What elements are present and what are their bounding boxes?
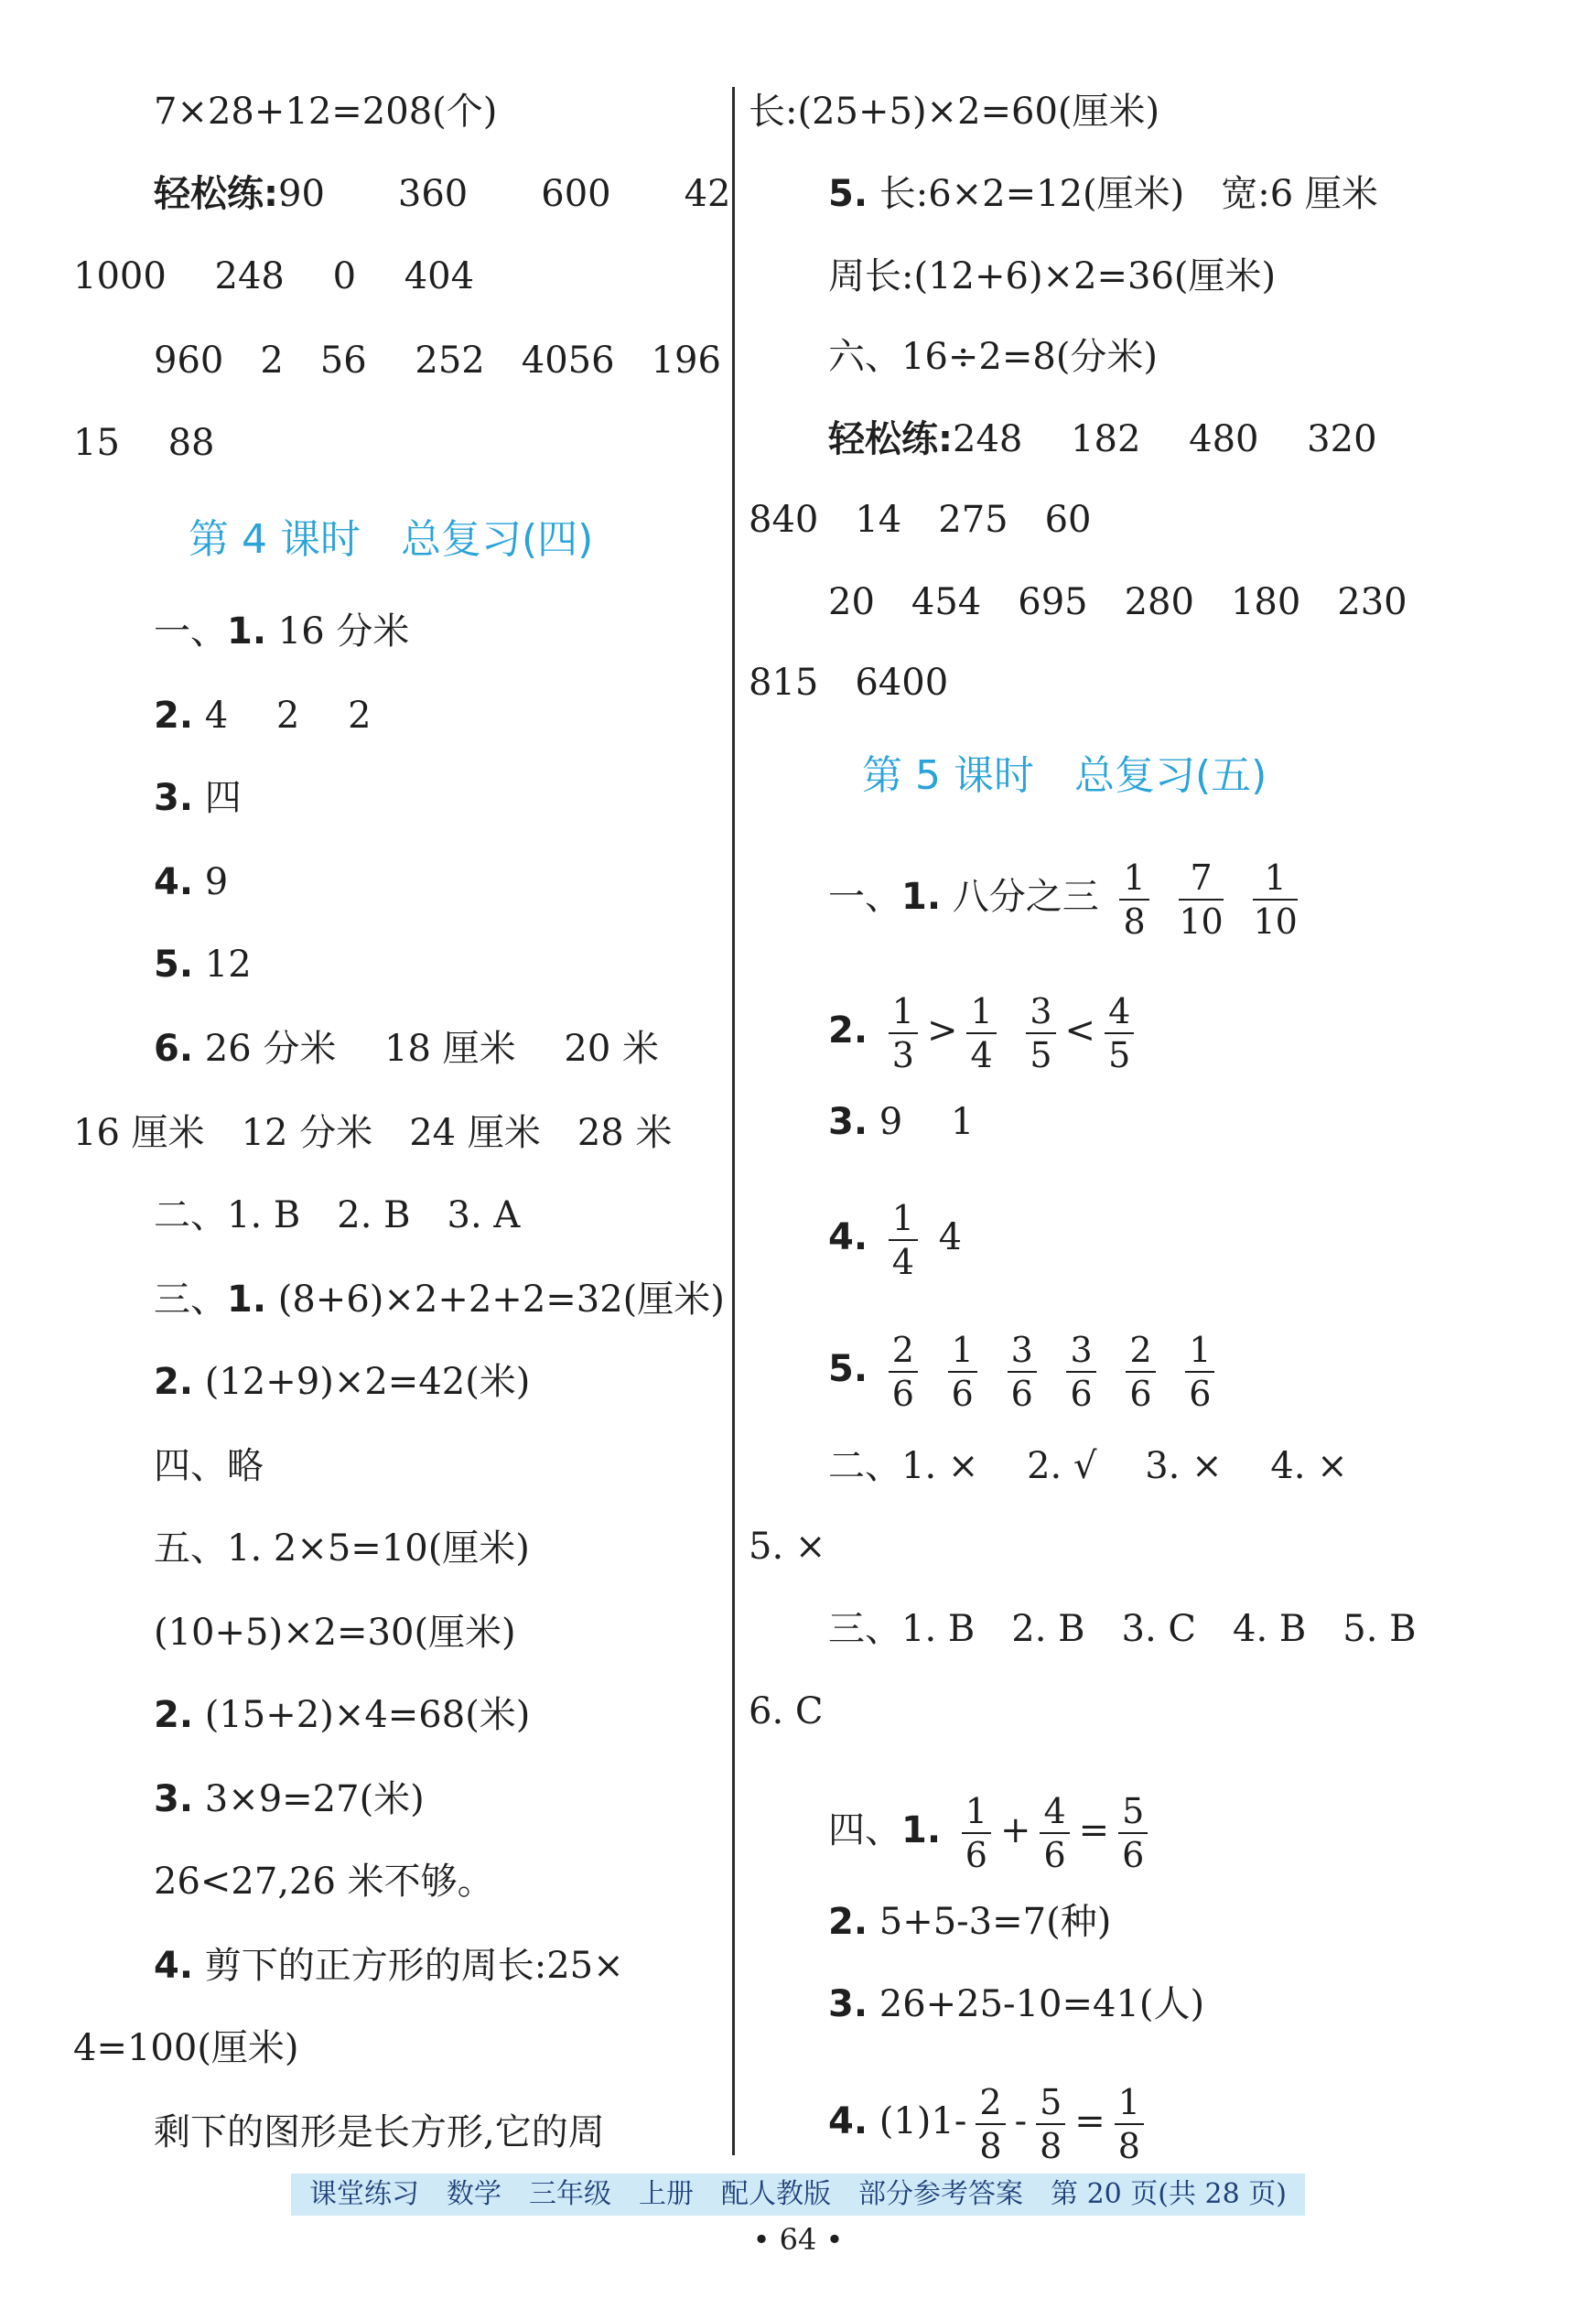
- answer-line: [154, 860, 228, 904]
- numerator: 5: [1036, 2085, 1065, 2125]
- answer-line: 三、1. B 2. B 3. C 4. B 5. B: [828, 1608, 1417, 1650]
- practice-values: 90 360 600 42: [278, 173, 731, 215]
- answer-line: [154, 1944, 624, 1988]
- denominator: 6: [1010, 1374, 1033, 1414]
- fraction: [889, 991, 918, 1075]
- numerator: 2: [1126, 1333, 1155, 1373]
- practice-line: [154, 172, 731, 216]
- numerator: 5: [1118, 1794, 1148, 1834]
- answer-text: 9: [193, 861, 229, 903]
- answer-text: (1)1-: [868, 2100, 967, 2142]
- numerator: 1: [1185, 1333, 1214, 1373]
- answer-text: 12: [193, 944, 252, 986]
- fraction: [1066, 1330, 1095, 1414]
- answer-line: [828, 858, 1307, 942]
- practice-line: [828, 417, 1377, 461]
- question-number: 2.: [154, 695, 194, 737]
- numerator: 1: [1119, 860, 1148, 901]
- denominator: 5: [1030, 1035, 1052, 1075]
- answer-line: [828, 1982, 1204, 2026]
- answer-text: 26+25-10=41(人): [868, 1983, 1205, 2025]
- fraction: [1040, 1791, 1069, 1875]
- answer-text: (15+2)×4=68(米): [193, 1694, 531, 1736]
- answer-line: 周长:(12+6)×2=36(厘米): [828, 255, 1277, 297]
- fraction: [1026, 991, 1055, 1075]
- denominator: 8: [1040, 2126, 1062, 2166]
- question-number: 1.: [901, 876, 942, 918]
- answer-line: [828, 1330, 1224, 1414]
- answer-line: 840 14 275 60: [749, 499, 1092, 541]
- section-prefix: 一、: [154, 610, 227, 653]
- practice-values: 248 182 480 320: [953, 418, 1377, 460]
- denominator: 8: [1117, 2126, 1140, 2166]
- fraction: [1185, 1330, 1214, 1414]
- denominator: 8: [979, 2126, 1002, 2166]
- denominator: 6: [1129, 1374, 1152, 1414]
- answer-line: [154, 1027, 659, 1071]
- numerator: 1: [966, 994, 996, 1034]
- denominator: 4: [970, 1035, 993, 1075]
- answer-line: 815 6400: [749, 662, 949, 704]
- answer-text: 16 分米: [266, 610, 410, 653]
- numerator: 7: [1179, 860, 1223, 901]
- question-number: 2.: [154, 1694, 194, 1736]
- denominator: 6: [1070, 1374, 1093, 1414]
- numerator: 2: [976, 2085, 1005, 2125]
- operator: =: [1078, 1809, 1110, 1851]
- numerator: 4: [1040, 1794, 1069, 1834]
- comparison-sign: >: [926, 1009, 958, 1052]
- answer-line: 剩下的图形是长方形,它的周: [154, 2111, 605, 2153]
- denominator: 10: [1179, 901, 1224, 942]
- operator: -: [1014, 2100, 1028, 2142]
- denominator: 5: [1108, 1035, 1131, 1075]
- fraction: [1253, 858, 1298, 942]
- answer-text: 八分之三: [941, 876, 1099, 918]
- answer-text: 26 分米 18 厘米 20 米: [193, 1028, 660, 1070]
- denominator: 3: [891, 1035, 914, 1075]
- fraction: [1036, 2082, 1065, 2166]
- question-number: 1.: [901, 1809, 942, 1851]
- fraction: [1115, 2082, 1144, 2166]
- denominator: 6: [1122, 1835, 1145, 1875]
- denominator: 8: [1123, 901, 1146, 942]
- answer-line: 五、1. 2×5=10(厘米): [154, 1527, 530, 1570]
- question-number: 3.: [154, 1778, 194, 1820]
- question-number: 3.: [154, 777, 194, 819]
- operator: =: [1074, 2100, 1105, 2142]
- fraction: [1119, 858, 1148, 942]
- numerator: 3: [1026, 994, 1055, 1034]
- answer-line: 15 88: [73, 422, 215, 464]
- answer-line: (10+5)×2=30(厘米): [154, 1612, 516, 1654]
- answer-text: 4 2 2: [193, 695, 372, 737]
- answer-line: [828, 2082, 1153, 2166]
- denominator: 6: [1043, 1835, 1066, 1875]
- answer-line: 16 厘米 12 分米 24 厘米 28 米: [73, 1112, 673, 1154]
- fraction: [966, 991, 996, 1075]
- practice-label: 轻松练:: [154, 173, 278, 215]
- page-footer: [0, 2174, 1596, 2216]
- question-number: 5.: [828, 173, 868, 215]
- comparison-sign: <: [1064, 1009, 1096, 1052]
- question-number: 5.: [828, 1348, 868, 1390]
- question-number: 2.: [828, 1009, 868, 1052]
- practice-label: 轻松练:: [828, 418, 953, 460]
- fraction: [962, 1791, 991, 1875]
- answer-line: 长:(25+5)×2=60(厘米): [749, 91, 1160, 133]
- answer-text: 四: [193, 777, 242, 819]
- fraction: [1008, 1330, 1037, 1414]
- answer-text: 9 1: [868, 1101, 975, 1143]
- section-prefix: 三、: [154, 1279, 227, 1321]
- fraction: [976, 2082, 1005, 2166]
- answer-line: 6. C: [749, 1690, 824, 1732]
- numerator: 3: [1066, 1333, 1095, 1373]
- answer-line: [828, 172, 1378, 216]
- numerator: 4: [1105, 994, 1134, 1034]
- fraction: [1105, 991, 1134, 1075]
- fraction: [1179, 858, 1224, 942]
- answer-line: 20 454 695 280 180 230: [828, 581, 1407, 623]
- numerator: 3: [1008, 1333, 1037, 1373]
- answer-line: [154, 694, 372, 738]
- answer-line: [154, 943, 252, 987]
- section-prefix: 四、: [828, 1809, 901, 1851]
- section-prefix: 一、: [828, 876, 901, 918]
- question-number: 4.: [828, 2100, 868, 2142]
- answer-line: [154, 1693, 530, 1737]
- answer-line: 26<27,26 米不够。: [154, 1861, 494, 1903]
- answer-line: 7×28+12=208(个): [154, 91, 498, 133]
- denominator: 4: [891, 1242, 914, 1282]
- answer-line: [828, 991, 1143, 1075]
- column-divider: [732, 87, 735, 2155]
- footer-bar: 课堂练习 数学 三年级 上册 配人教版 部分参考答案 第 20 页(共 28 页): [291, 2174, 1305, 2216]
- question-number: 3.: [828, 1983, 868, 2025]
- question-number: 4.: [154, 1945, 194, 1987]
- numerator: 1: [1253, 860, 1297, 901]
- question-number: 2.: [154, 1361, 194, 1403]
- denominator: 6: [951, 1374, 974, 1414]
- answer-line: [154, 776, 242, 820]
- numerator: 1: [962, 1794, 991, 1834]
- numerator: 1: [1115, 2085, 1144, 2125]
- fraction: [948, 1330, 977, 1414]
- answer-line: [154, 1777, 425, 1821]
- answer-line: 四、略: [154, 1445, 264, 1487]
- question-number: 4.: [828, 1216, 868, 1258]
- answer-line: [828, 1900, 1111, 1944]
- answer-line: [828, 1100, 974, 1144]
- answer-text: (12+9)×2=42(米): [193, 1361, 531, 1403]
- fraction: [889, 1198, 918, 1282]
- question-number: 6.: [154, 1028, 194, 1070]
- answer-line: 六、16÷2=8(分米): [828, 336, 1159, 378]
- denominator: 6: [1189, 1374, 1212, 1414]
- answer-line: [154, 1278, 725, 1322]
- denominator: 6: [965, 1835, 987, 1875]
- answer-line: 二、1. × 2. √ 3. × 4. ×: [828, 1445, 1348, 1487]
- answer-text: (8+6)×2+2+2=32(厘米): [266, 1279, 725, 1321]
- fraction: [1126, 1330, 1155, 1414]
- answer-text: 5+5-3=7(种): [868, 1901, 1112, 1943]
- fraction: [889, 1330, 918, 1414]
- answer-line: [154, 610, 409, 653]
- answer-line: 5. ×: [749, 1526, 826, 1568]
- page-number: • 64 •: [752, 2222, 844, 2257]
- question-number: 1.: [227, 610, 267, 653]
- answer-text: 3×9=27(米): [193, 1778, 425, 1820]
- numerator: 2: [889, 1333, 918, 1373]
- question-number: 2.: [828, 1901, 868, 1943]
- numerator: 1: [889, 994, 918, 1034]
- question-number: 4.: [154, 861, 194, 903]
- answer-text: 剪下的正方形的周长:25×: [193, 1945, 624, 1987]
- lesson-5-heading: 第 5 课时 总复习(五): [862, 752, 1267, 799]
- question-number: 5.: [154, 944, 194, 986]
- numerator: 1: [889, 1201, 918, 1241]
- answer-line: 960 2 56 252 4056 196: [154, 340, 721, 382]
- question-number: 1.: [227, 1279, 267, 1321]
- lesson-4-heading: 第 4 课时 总复习(四): [189, 516, 594, 563]
- answer-text: 4: [938, 1216, 963, 1258]
- answer-line: [154, 1360, 530, 1404]
- question-number: 3.: [828, 1101, 868, 1143]
- denominator: 6: [891, 1374, 914, 1414]
- answer-line: 二、1. B 2. B 3. A: [154, 1194, 521, 1236]
- operator: +: [999, 1809, 1031, 1851]
- answer-line: [828, 1791, 1157, 1875]
- answer-line: 1000 248 0 404: [73, 255, 475, 297]
- fraction: [1118, 1791, 1148, 1875]
- answer-line: [828, 1198, 963, 1282]
- answer-text: 长:6×2=12(厘米) 宽:6 厘米: [868, 173, 1378, 215]
- denominator: 10: [1253, 901, 1298, 942]
- answer-line: 4=100(厘米): [73, 2027, 299, 2069]
- numerator: 1: [948, 1333, 977, 1373]
